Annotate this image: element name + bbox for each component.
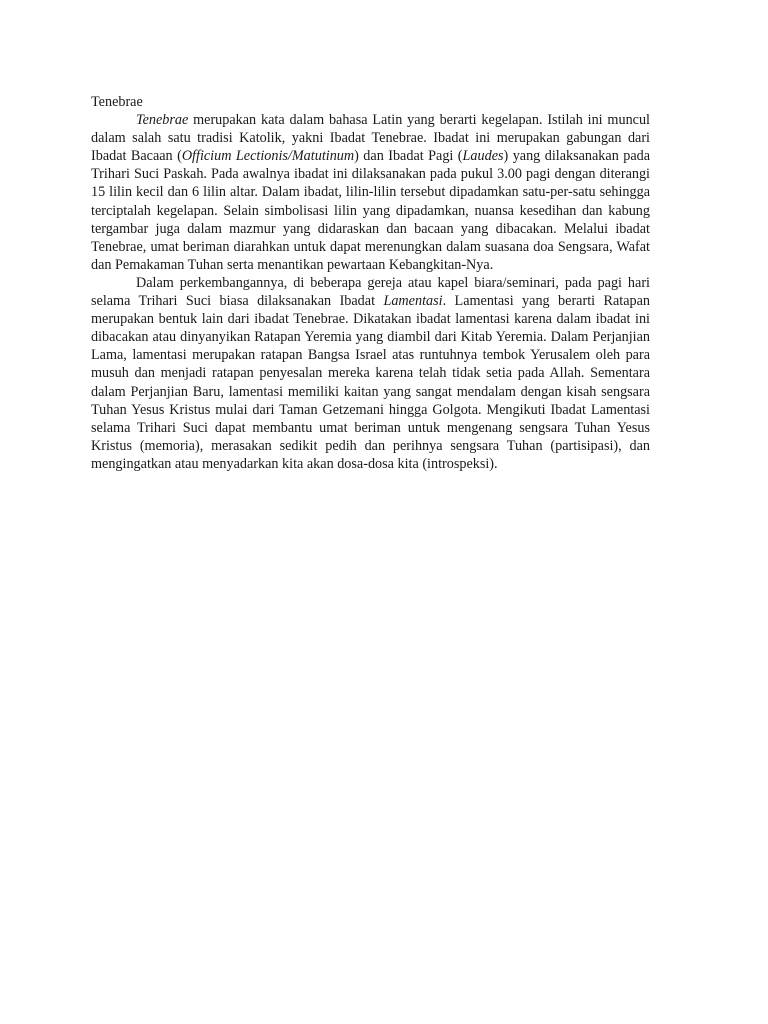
paragraph-tenebrae bbox=[91, 111, 650, 274]
term-laudes: Laudes bbox=[462, 148, 504, 165]
paragraph-text: ) yang dilaksanakan pada Trihari Suci Paskah. Pada awalnya ibadat ini dilaksanakan pada pukul 3.00 pagi dengan diterangi 15 lilin kecil dan 6 lilin altar. Dalam ibadat, lilin-lilin tersebut dipadamkan satu-per-satu sehingga terciptalah kegelapan. Selain simbolisasi lilin yang dipadamkan, nuansa kesedihan dan kabung tergambar juga dalam mazmur yang didaraskan dan bacaan yang dibacakan. Melalui ibadat Tenebrae, umat beriman diarahkan untuk dapat merenungkan dalam suasana doa Sengsara, Wafat dan Pemakaman Tuhan serta menantikan pewartaan Kebangkitan-Nya. bbox=[91, 148, 651, 273]
paragraph-text: Dalam perkembangannya, di beberapa gereja atau kapel biara/seminari, pada pagi hari selama Trihari Suci biasa dilaksanakan Ibadat bbox=[91, 274, 650, 310]
paragraph-lamentasi bbox=[91, 274, 650, 473]
term-lamentasi: Lamentasi bbox=[383, 293, 443, 310]
paragraph-text: merupakan kata dalam bahasa Latin yang berarti kegelapan. Istilah ini muncul dalam salah satu tradisi Katolik, yakni Ibadat Tenebrae. Ibadat ini merupakan gabungan dari Ibadat Bacaan ( bbox=[91, 112, 650, 165]
term-officium: Officium Lectionis/Matutinum bbox=[181, 148, 355, 165]
document-title: Tenebrae bbox=[91, 94, 143, 110]
paragraph-text: . Lamentasi yang berarti Ratapan merupakan bentuk lain dari ibadat Tenebrae. Dikatakan ibadat lamentasi karena dalam ibadat ini dibacakan atau dinyanyikan Ratapan Yeremia yang diambil dari Kitab Yeremia. Dalam Perjanjian Lama, lamentasi merupakan ratapan Bangsa Israel atas runtuhnya tembok Yerusalem oleh para musuh dan menjadi ratapan penyesalan mereka karena telah tidak setia pada Allah. Sementara dalam Perjanjian Baru, lamentasi memiliki kaitan yang sangat mendalam dengan kisah sengsara Tuhan Yesus Kristus mulai dari Taman Getzemani hingga Golgota. Mengikuti Ibadat Lamentasi selama Trihari Suci dapat membantu umat beriman untuk mengenang sengsara Tuhan Yesus Kristus (memoria), merasakan sedikit pedih dan perihnya sengsara Tuhan (partisipasi), dan mengingatkan atau menyadarkan kita akan dosa-dosa kita (introspeksi). bbox=[91, 293, 650, 472]
term-tenebrae: Tenebrae bbox=[136, 112, 189, 129]
document-body bbox=[91, 93, 650, 473]
paragraph-text: ) dan Ibadat Pagi ( bbox=[354, 148, 463, 165]
